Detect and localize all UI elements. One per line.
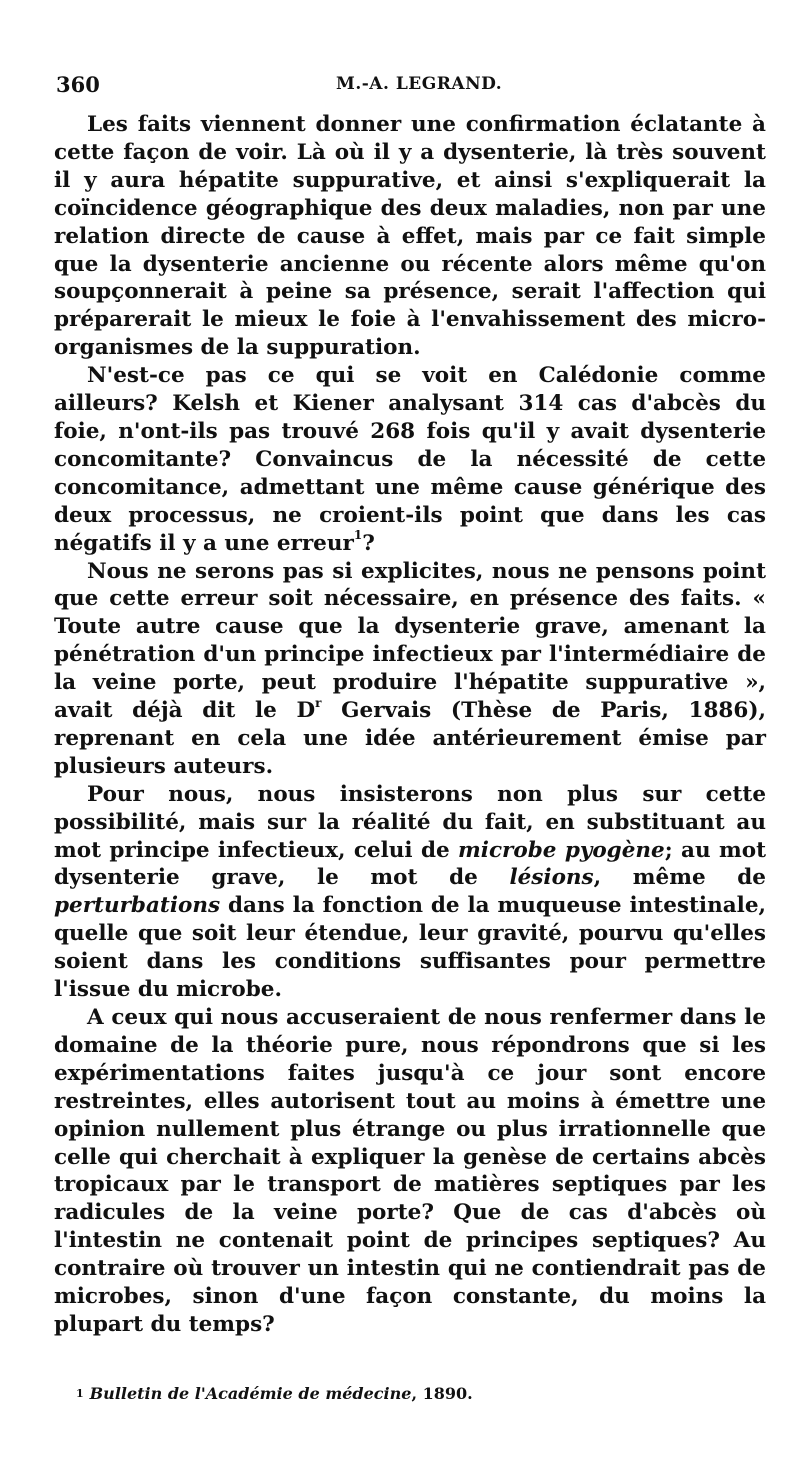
footnote-ref: 1 (353, 528, 363, 543)
paragraph-3-text-a: Nous ne serons pas si explicites, nous ne pensons point que cette erreur soit nécessaire, en présence des faits. « Toute autre cause que la dysenterie grave, amenant la pénétration d'un principe infectieux par l'intermédiaire de la veine porte, peut produire l'hépatite suppurative », avait déjà dit le D (54, 558, 766, 724)
footnote (76, 1383, 766, 1405)
italic-microbe-pyogene: microbe pyogène (458, 837, 665, 863)
paragraph-2-text: N'est-ce pas ce qui se voit en Calédonie comme ailleurs? Kelsh et Kiener analysant 314 cas d'abcès du foie, n'ont-ils pas trouvé 268 fois qu'il y avait dysenterie concomitante? Convaincus de la nécessité de cette concomitance, admettant une même cause générique des deux processus, ne croient-ils point que dans les cas négatifs il y a une erreur (54, 363, 766, 556)
page-header (56, 72, 766, 102)
paragraph-5-text: A ceux qui nous accuseraient de nous renfermer dans le domaine de la théorie pure, nous répondrons que si les expérimentations faites jusqu'à ce jour sont encore restreintes, elles autorisent tout au moins à émettre une opinion nullement plus étrange ou plus irrationnelle que celle qui cherchait à expliquer la genèse de certains abcès tropicaux par le transport de matières septiques par les radicules de la veine porte? Que de cas d'abcès où l'intestin ne contenait point de principes septiques? Au contraire où trouver un intestin qui ne contiendrait pas de microbes, sinon d'une façon constante, du moins la plupart du temps? (54, 1005, 766, 1337)
footnote-marker: 1 (76, 1387, 84, 1400)
paragraph-4-text-d: dans la fonction de la muqueuse intestinale, quelle que soit leur étendue, leur gravité, pourvu qu'elles soient dans les conditions suffisantes pour permettre l'issue du microbe. (54, 893, 766, 1003)
paragraph-2-end: ? (362, 530, 375, 556)
paragraph-2 (54, 362, 766, 557)
paragraph-3 (54, 558, 766, 781)
paragraph-1 (54, 111, 766, 362)
running-title: M.-A. LEGRAND. (336, 74, 503, 94)
paragraph-5 (54, 1004, 766, 1339)
footnote-source: Bulletin de l'Académie de médecine (89, 1384, 412, 1403)
page-number: 360 (56, 72, 100, 97)
paragraph-4-text-b: ; au mot dysenterie grave, le mot de (54, 837, 767, 891)
paragraph-4-text-c: , même de (593, 865, 766, 891)
paragraph-4-text-a: Pour nous, nous insisterons non plus sur cette possibilité, mais sur la réalité du fait, en substituant au mot principe infectieux, celui de (54, 781, 766, 863)
paragraph-3-text-b: Gervais (Thèse de Paris, 1886), reprenant en cela une idée antérieurement émise par plusieurs auteurs. (54, 698, 766, 779)
footnote-year: , 1890. (411, 1384, 473, 1403)
paragraph-4 (54, 781, 766, 1004)
body-text (54, 111, 766, 1339)
paragraph-1-text: Les faits viennent donner une confirmation éclatante à cette façon de voir. Là où il y a dysenterie, là très souvent il y aura hépatite suppurative, et ainsi s'expliquerait la coïncidence géographique des deux maladies, non par une relation directe de cause à effet, mais par ce fait simple que la dysenterie ancienne ou récente alors même qu'on soupçonnerait à peine sa présence, serait l'affection qui préparerait le mieux le foie à l'envahissement des micro-organismes de la suppuration. (54, 112, 766, 361)
italic-perturbations: perturbations (54, 893, 221, 919)
italic-lesions: lésions (509, 865, 594, 891)
doctor-abbrev-sup: r (315, 695, 322, 710)
